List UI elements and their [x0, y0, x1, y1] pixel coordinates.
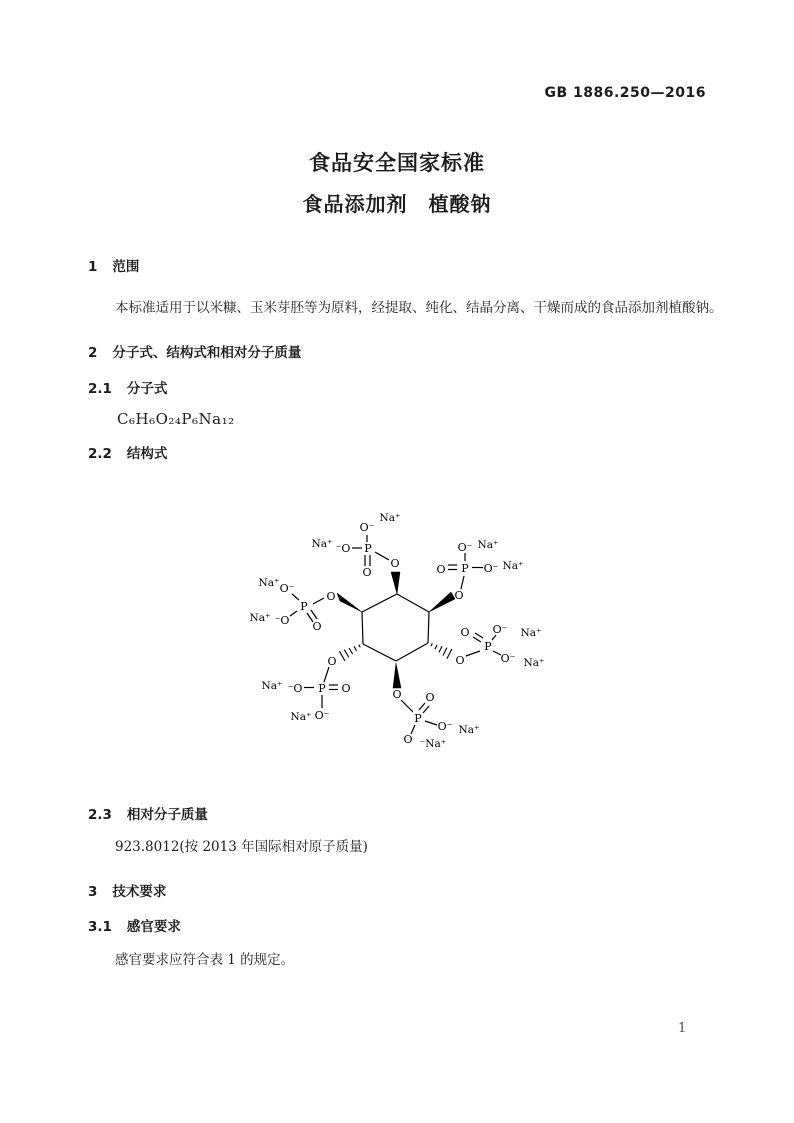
sodium-cation: ⁻Na⁺: [419, 738, 447, 750]
section-number: 3: [88, 884, 98, 900]
oxygen-atom: O: [326, 590, 336, 603]
oxygen-atom: O: [455, 654, 465, 667]
section-title: 范围: [112, 259, 140, 275]
oxygen-anion: ⁻O: [335, 542, 351, 555]
sodium-cation: Na⁺: [249, 612, 271, 624]
section-title: 相对分子质量: [126, 807, 208, 823]
phosphorus-atom: P: [461, 562, 469, 575]
oxygen-anion: O⁻: [279, 582, 295, 595]
oxygen-anion: O⁻: [437, 720, 453, 733]
section-title: 分子式: [126, 381, 168, 397]
sodium-cation: Na⁺: [290, 711, 312, 723]
section-number: 1: [88, 259, 98, 275]
sodium-cation: Na⁺: [477, 539, 499, 551]
document-subtitle: 食品添加剂 植酸钠: [302, 192, 492, 216]
oxygen-atom: O: [403, 733, 413, 746]
phosphorus-atom: P: [414, 712, 422, 725]
section-number: 2.1: [88, 381, 112, 397]
oxygen-atom: O: [425, 691, 435, 704]
section-number: 3.1: [88, 919, 112, 935]
section-number: 2: [88, 345, 98, 361]
section-title: 分子式、结构式和相对分子质量: [112, 345, 302, 361]
standard-code: GB 1886.250—2016: [544, 85, 706, 101]
structural-formula-figure: [245, 495, 555, 765]
sodium-cation: Na⁺: [258, 577, 280, 589]
sensory-paragraph: 感官要求应符合表 1 的规定。: [115, 952, 295, 968]
molecular-weight-value: 923.8012(按 2013 年国际相对原子质量): [115, 839, 368, 855]
oxygen-anion: O⁻: [483, 562, 499, 575]
oxygen-anion: O⁻: [314, 709, 330, 722]
section-number: 2.3: [88, 807, 112, 823]
oxygen-atom: O: [341, 682, 351, 695]
section-heading-chapter2: [88, 345, 301, 361]
sodium-cation: Na⁺: [523, 657, 545, 669]
sodium-cation: Na⁺: [261, 680, 283, 692]
document-title: 食品安全国家标准: [309, 151, 485, 175]
oxygen-atom: O: [436, 563, 446, 576]
phosphorus-atom: P: [318, 682, 326, 695]
oxygen-anion: O⁻: [457, 541, 473, 554]
oxygen-atom: O: [390, 557, 400, 570]
phosphorus-atom: P: [484, 640, 492, 653]
sodium-cation: Na⁺: [379, 512, 401, 524]
oxygen-anion: ⁻O: [274, 614, 290, 627]
oxygen-atom: O: [460, 626, 470, 639]
sodium-cation: Na⁺: [520, 627, 542, 639]
oxygen-anion: O⁻: [500, 652, 516, 665]
section-heading-molecular-weight: [88, 807, 208, 823]
oxygen-anion: O⁻: [359, 521, 375, 534]
inositol-ring: [362, 594, 429, 661]
oxygen-anion: ⁻O: [287, 682, 303, 695]
wedge-bonds: [337, 572, 455, 688]
section-title: 技术要求: [112, 884, 167, 900]
section-heading-structural-formula: [88, 446, 167, 462]
sodium-cation: Na⁺: [502, 560, 524, 572]
section-heading-molecular-formula: [88, 381, 167, 397]
section-heading-sensory: [88, 919, 181, 935]
oxygen-atom: O: [312, 620, 322, 633]
section-heading-scope: [88, 259, 139, 275]
oxygen-atom: O: [454, 589, 464, 602]
hashed-bonds: [339, 644, 452, 661]
section-number: 2.2: [88, 446, 112, 462]
phosphorus-atom: P: [300, 600, 308, 613]
oxygen-atom: O: [392, 688, 402, 701]
oxygen-anion: O⁻: [492, 623, 508, 636]
page-number: 1: [678, 1021, 687, 1036]
section-heading-technical: [88, 884, 166, 900]
scope-paragraph: 本标准适用于以米糠、玉米芽胚等为原料，经提取、纯化、结晶分离、干燥而成的食品添加剂植酸钠。: [115, 300, 723, 316]
oxygen-atom: O: [362, 566, 372, 579]
molecular-formula: C₆H₆O₂₄P₆Na₁₂: [117, 410, 235, 428]
sodium-cation: Na⁺: [311, 538, 333, 550]
section-title: 结构式: [126, 446, 168, 462]
sodium-cation: Na⁺: [458, 724, 480, 736]
section-title: 感官要求: [126, 919, 181, 935]
phosphorus-atom: P: [364, 542, 372, 555]
oxygen-atom: O: [327, 655, 337, 668]
